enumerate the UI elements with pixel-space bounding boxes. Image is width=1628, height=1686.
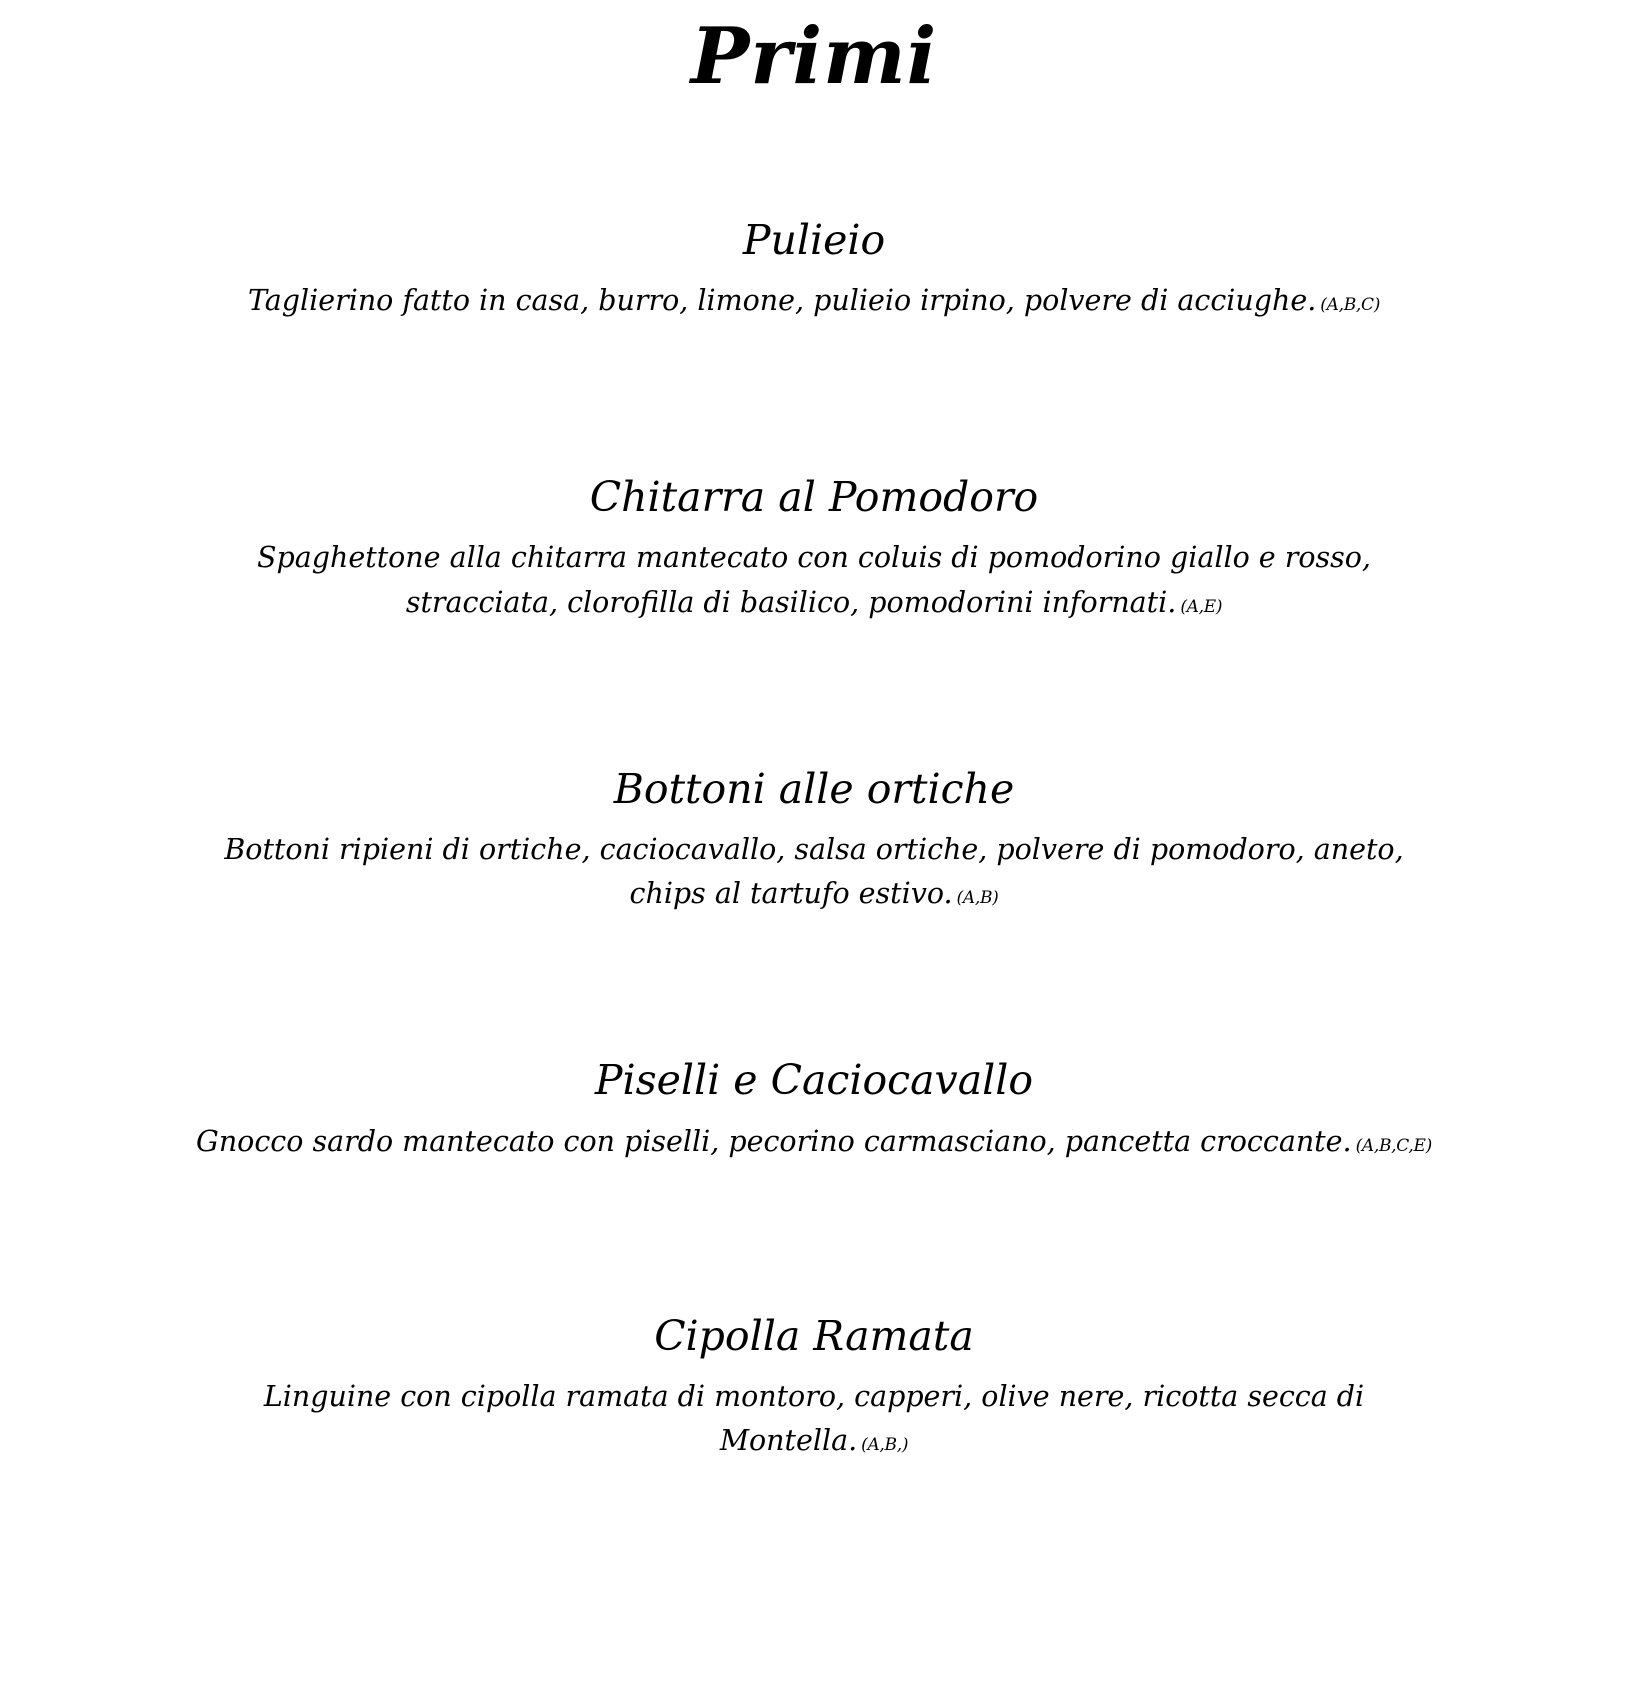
menu-item-name: Pulieio: [742, 215, 886, 264]
menu-item-description: [164, 279, 1464, 323]
spacer: [0, 98, 1628, 216]
menu-item: [224, 1312, 1404, 1464]
menu-item-allergens: (A,E): [1180, 596, 1223, 617]
menu-item-description-text: Taglierino fatto in casa, burro, limone, pulieio irpino, polvere di acciughe.: [247, 284, 1317, 318]
page-title: Primi: [690, 11, 938, 102]
spacer: [0, 625, 1628, 765]
menu-item-name: Cipolla Ramata: [654, 1311, 974, 1360]
menu-item-description: [224, 1375, 1404, 1463]
menu-item: [164, 1056, 1464, 1163]
menu-item-name: Chitarra al Pomodoro: [589, 473, 1039, 522]
menu-item-description: [164, 1120, 1464, 1164]
menu-item: [224, 765, 1404, 917]
spacer: [0, 916, 1628, 1056]
menu-item-description-text: Linguine con cipolla ramata di montoro, capperi, olive nere, ricotta secca di Montella.: [263, 1379, 1365, 1458]
menu-item-name: Bottoni alle ortiche: [613, 764, 1015, 813]
menu-item: [224, 473, 1404, 625]
menu-item-allergens: (A,B,C): [1320, 295, 1381, 316]
spacer: [0, 323, 1628, 473]
menu-item-description-text: Gnocco sardo mantecato con piselli, pecorino carmasciano, pancetta croccante.: [196, 1124, 1352, 1158]
menu-item-allergens: (A,B,C,E): [1355, 1135, 1432, 1156]
menu-page: [0, 10, 1628, 1686]
menu-item-list: [0, 216, 1628, 1463]
menu-item-description-text: Spaghettone alla chitarra mantecato con coluis di pomodorino giallo e rosso, stracciata, clorofilla di basilico, pomodorini infornati.: [257, 541, 1371, 619]
menu-item-description: [224, 828, 1404, 916]
menu-item-name: Piselli e Caciocavallo: [594, 1056, 1034, 1105]
menu-item-description: [224, 536, 1404, 624]
menu-item: [164, 216, 1464, 323]
menu-item-description-text: Bottoni ripieni di ortiche, caciocavallo, salsa ortiche, polvere di pomodoro, aneto, chips al tartufo estivo.: [224, 832, 1404, 911]
menu-item-allergens: (A,B): [956, 888, 999, 909]
menu-item-allergens: (A,B,): [861, 1435, 909, 1456]
spacer: [0, 1164, 1628, 1312]
